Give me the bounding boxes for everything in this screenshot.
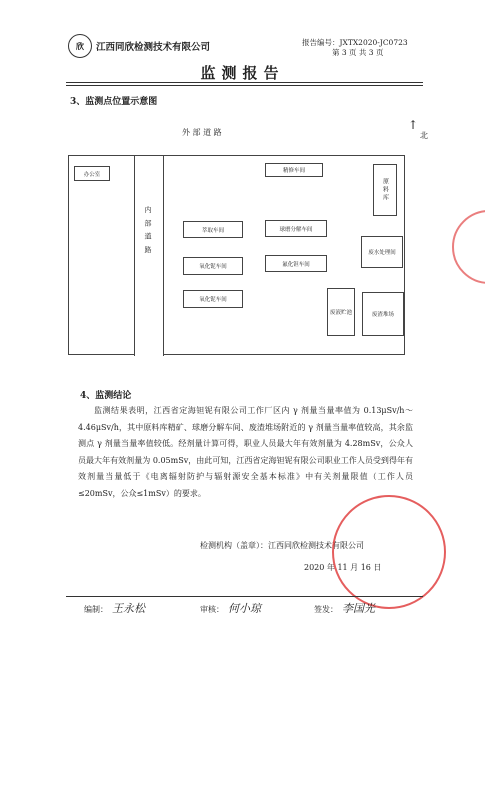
building-residue-pile: 废渣堆场: [362, 292, 404, 336]
building-oxide2: 氧化铌车间: [183, 290, 243, 308]
title-rule-bottom: [66, 85, 423, 86]
official-seal: [332, 495, 446, 609]
building-residue-pool: 废液贮池: [327, 288, 355, 336]
page-title: 监测报告: [200, 64, 285, 82]
issuer-signature: 李国光: [342, 602, 375, 615]
north-arrow-icon: ↑: [408, 118, 419, 132]
inner-road: [134, 156, 164, 356]
building-fine: 精修车间: [265, 163, 323, 177]
report-number: 报告编号：JXTX2020-JC0723: [302, 38, 408, 47]
building-ballmill: 球磨分解车间: [265, 220, 327, 237]
company-name: 江西同欣检测技术有限公司: [96, 42, 211, 53]
report-info: [302, 38, 408, 58]
reviewer-signature: 何小琼: [228, 602, 261, 615]
reviewer-label: 审核：: [200, 605, 224, 614]
footer-rule: [66, 596, 423, 597]
north-label: 北: [420, 131, 428, 140]
outer-road-label: 外 部 道 路: [182, 128, 222, 137]
page-number: 第 3 页 共 3 页: [332, 48, 384, 57]
building-roast: 萃取车间: [183, 221, 243, 238]
official-seal-partial: [452, 210, 485, 284]
section4-heading: 4、监测结论: [80, 391, 132, 401]
title-rule-top: [66, 82, 423, 83]
site-plan: [68, 155, 405, 355]
issuer-label: 签发：: [314, 605, 338, 614]
conclusion-text: 监测结果表明，江西省定海钽铌有限公司工作厂区内 γ 剂量当量率值为 0.13μSv/h～4.46μSv/h，其中原料库精矿、球磨分解车间、废渣堆场附近的 γ 剂量当量率值较高，其余监测点 γ 剂量当量率值较低。经剂量计算可得，职业人员最大年有效剂量为 4.28mSv，公众人员最大年有效剂量为 0.05mSv，由此可知，江西省定海钽铌有限公司职业工作人员受到得年有效剂量当量低于《电离辐射防护与辐射源安全基本标准》中有关剂量限值（工作人员≤20mSv，公众≤1mSv）的要求。: [78, 406, 413, 498]
section3-heading: 3、监测点位置示意图: [70, 97, 158, 107]
inner-road-label: 内 部 道 路: [144, 206, 152, 255]
building-office: 办公室: [74, 166, 110, 181]
building-carbonate: 氟化钽车间: [265, 255, 327, 272]
building-wastewater: 废水处理间: [361, 236, 403, 268]
editor-signature: 王永松: [112, 602, 145, 615]
signoff-date: 2020 年 11 月 16 日: [304, 563, 382, 572]
building-oxide1: 氧化铌车间: [183, 257, 243, 275]
editor-label: 编制：: [84, 605, 108, 614]
signoff-org: 检测机构（盖章）：江西同欣检测技术有限公司: [200, 541, 364, 550]
building-raw: 原料库: [373, 164, 397, 216]
company-logo: 欣: [68, 34, 92, 58]
